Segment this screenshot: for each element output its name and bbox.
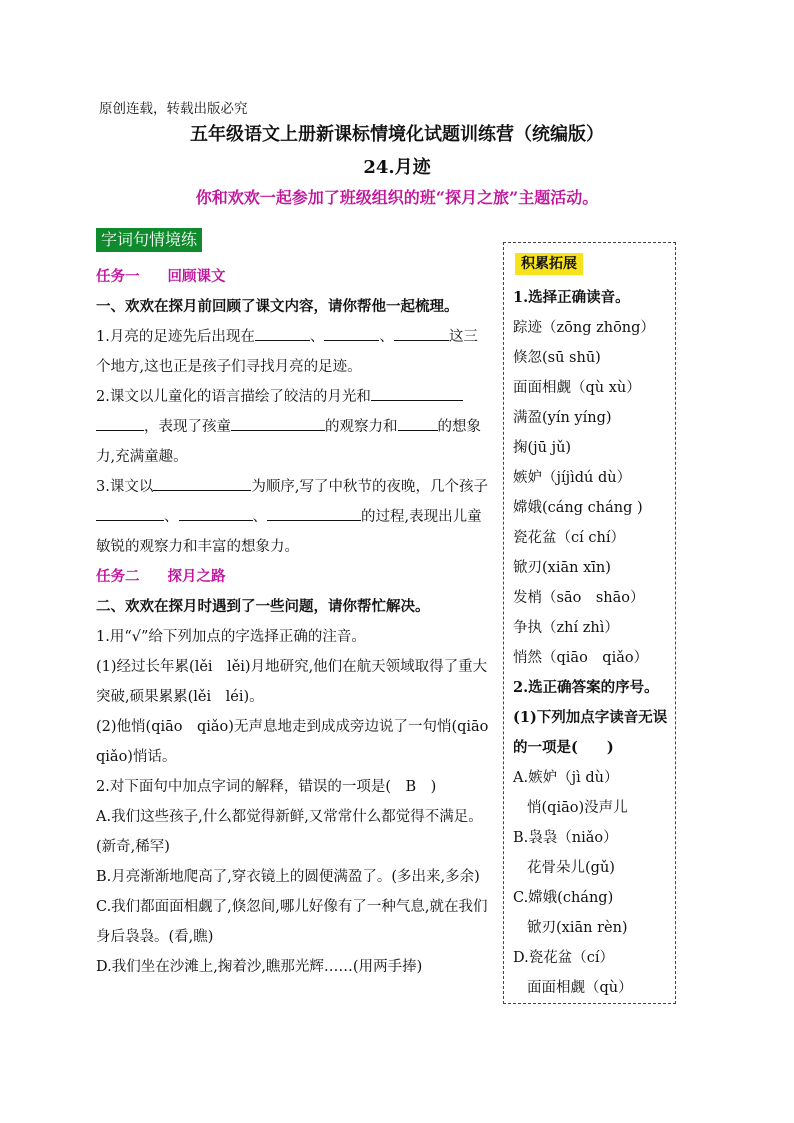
task2-question: 二、欢欢在探月时遇到了一些问题，请你帮忙解决。 — [96, 598, 430, 615]
option-b: B.月亮渐渐地爬高了,穿衣镜上的圆便满盈了。(多出来,多余) — [96, 869, 480, 885]
pinyin-item: 嫉妒（jíjìdú dù） — [513, 470, 632, 486]
blank[interactable] — [398, 416, 438, 431]
task1-title: 回顾课文 — [167, 268, 226, 285]
sidebar-option: D.瓷花盆（cí） — [513, 950, 614, 966]
pinyin-item: 面面相觑（qù xù） — [513, 380, 641, 396]
sidebar-body — [513, 283, 673, 1003]
blank[interactable] — [96, 506, 164, 521]
section-banner: 字词句情境练 — [96, 228, 202, 252]
sidebar-badge: 积累拓展 — [515, 253, 583, 275]
sidebar-option: 花骨朵儿(gǔ) — [527, 860, 615, 876]
pinyin-item: 瓷花盆（cí chí） — [513, 530, 625, 546]
pinyin-item: 发梢（sāo shāo） — [513, 590, 645, 606]
main-content — [96, 262, 503, 982]
copyright-note: 原创连载，转载出版必究 — [99, 101, 248, 117]
blank[interactable] — [255, 326, 310, 341]
task2-q1-part2: (2)他悄(qiāo qiǎo)无声息地走到成成旁边说了一句悄(qiāo qiǎo)悄话。 — [96, 719, 503, 765]
sidebar-option: B.袅袅（niǎo） — [513, 830, 618, 846]
sidebar-heading-3: (1)下列加点字读音无误的一项是( ) — [513, 709, 668, 756]
blank[interactable] — [371, 386, 463, 401]
blank[interactable] — [179, 506, 253, 521]
option-d: D.我们坐在沙滩上,掬着沙,瞧那光辉……(用两手捧) — [96, 959, 423, 975]
option-a: A.我们这些孩子,什么都觉得新鲜,又常常什么都觉得不满足。(新奇,稀罕) — [96, 809, 483, 855]
pinyin-item: 悄然（qiāo qiǎo） — [513, 650, 649, 666]
sidebar-option: 悄(qiāo)没声儿 — [527, 800, 628, 816]
pinyin-item: 倏忽(sū shū) — [513, 350, 601, 366]
task2-q2: 2.对下面句中加点字词的解释，错误的一项是( B ) — [96, 779, 437, 795]
intro-text: 你和欢欢一起参加了班级组织的班“探月之旅”主题活动。 — [195, 188, 599, 207]
page-title: 五年级语文上册新课标情境化试题训练营（统编版） — [190, 124, 604, 145]
task1-item1: 1.月亮的足迹先后出现在 、 、 这三个地方,这也正是孩子们寻找月亮的足迹。 — [96, 322, 492, 382]
sidebar-option: C.嫦娥(cháng) — [513, 890, 614, 906]
blank[interactable] — [231, 416, 325, 431]
pinyin-item: 踪迹（zōng zhōng） — [513, 320, 655, 336]
pinyin-item: 争执（zhí zhì） — [513, 620, 619, 636]
pinyin-item: 满盈(yín yíng) — [513, 410, 612, 426]
pinyin-item: 掬(jū jǔ) — [513, 440, 572, 456]
task2-title: 探月之路 — [167, 568, 226, 585]
sidebar-heading-1: 1.选择正确读音。 — [513, 289, 630, 306]
blank[interactable] — [153, 476, 251, 491]
pinyin-item: 锨刃(xiān xīn) — [513, 560, 611, 576]
blank[interactable] — [96, 416, 144, 431]
sidebar-heading-2: 2.选正确答案的序号。 — [513, 679, 659, 696]
pinyin-item: 嫦娥(cáng cháng ) — [513, 500, 643, 516]
sidebar-option: 锨刃(xiān rèn) — [527, 920, 628, 936]
option-c: C.我们都面面相觑了,倏忽间,哪儿好像有了一种气息,就在我们身后袅袅。(看,瞧) — [96, 899, 488, 945]
task1-item2: 2.课文以儿童化的语言描绘了皎洁的月光和，表现了孩童 的观察力和 的想象力,充满童趣。 — [96, 382, 492, 472]
blank[interactable] — [267, 506, 361, 521]
task2-heading — [96, 562, 492, 592]
task2-q1: 1.用“√”给下列加点的字选择正确的注音。 — [96, 629, 366, 645]
sidebar-option: 面面相觑（qù） — [527, 980, 633, 996]
blank[interactable] — [394, 326, 449, 341]
sidebar-option: A.嫉妒（jì dù） — [513, 770, 619, 786]
blank[interactable] — [324, 326, 379, 341]
task1-heading — [96, 262, 492, 292]
lesson-title: 24.月迹 — [363, 157, 431, 178]
sidebar-box — [503, 242, 676, 1004]
task2-q1-part1: (1)经过长年累(lěi lěi)月地研究,他们在航天领域取得了重大突破,硕果累累(lěi léi)。 — [96, 659, 488, 705]
task1-item3: 3.课文以 为顺序,写了中秋节的夜晚，几个孩子、 、 的过程,表现出儿童敏锐的观察力和丰富的想象力。 — [96, 472, 492, 562]
task1-label: 任务一 — [96, 268, 140, 285]
task1-question: 一、欢欢在探月前回顾了课文内容，请你帮他一起梳理。 — [96, 298, 459, 315]
task2-label: 任务二 — [96, 568, 140, 585]
